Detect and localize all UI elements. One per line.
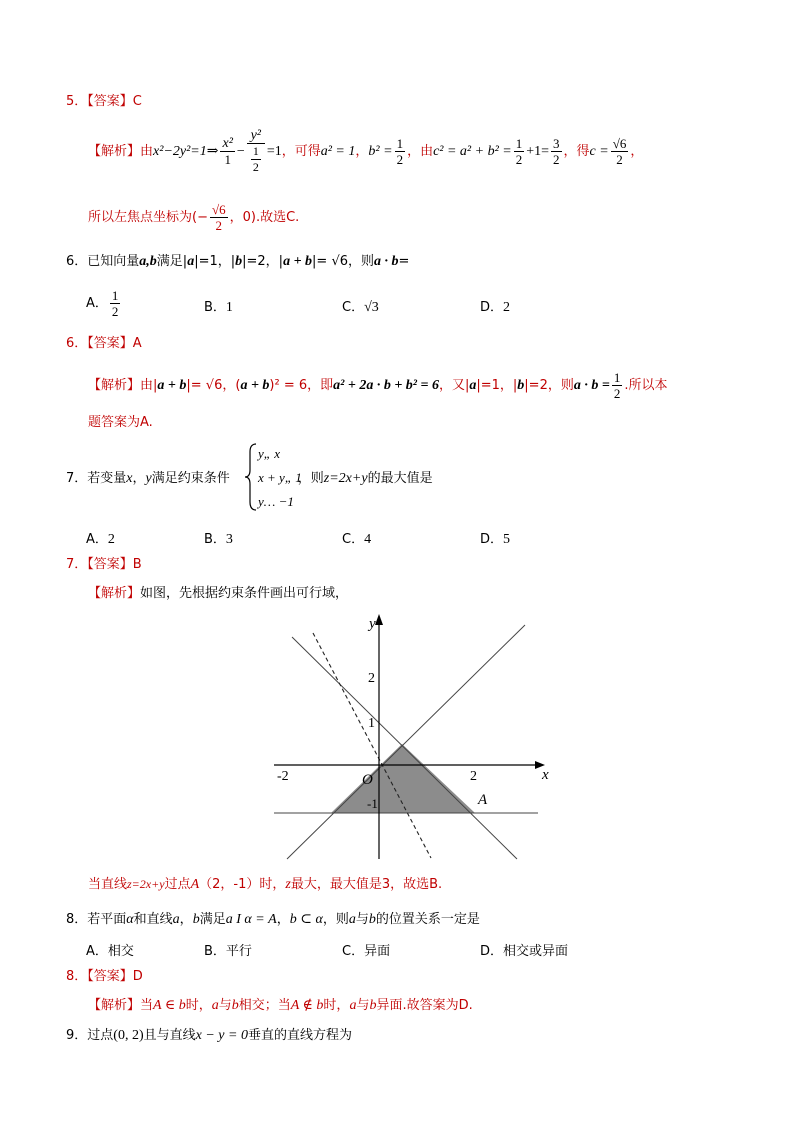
q6-explanation: [88, 366, 667, 406]
q6-a: a: [187, 254, 195, 269]
option-value: 2: [503, 300, 511, 315]
option-label: D．: [480, 944, 504, 959]
q5-b2: b² =: [368, 144, 393, 159]
q8-exp-text: 与: [356, 998, 370, 1013]
q8-text: ，: [276, 912, 290, 927]
q5-frac-den: [247, 144, 265, 175]
q5-nested-den: 2: [252, 160, 259, 174]
option-label: C．: [342, 300, 365, 315]
q8-answer: [66, 968, 143, 986]
q7-option-a: [86, 528, 115, 548]
q7-exp2-text: 过点: [164, 877, 191, 892]
q6-exp-frac: [612, 370, 623, 401]
q7-text: ，则: [297, 471, 324, 486]
q8-a: a: [172, 912, 180, 927]
q5-fraction-y2: [247, 128, 265, 175]
q7-text: ，: [132, 471, 146, 486]
q7-answer-value: B: [132, 557, 142, 572]
q6-text: |=1，|: [194, 254, 236, 269]
q7-exp2-text: 最大，最大值是3，故选B.: [290, 877, 443, 892]
q7-explanation-line2: [88, 875, 442, 894]
q8-number: 8．: [66, 912, 88, 927]
option-label: A．: [86, 944, 108, 959]
q6-exp-text: )² = 6，即: [269, 378, 334, 393]
q6-text: 满足|: [156, 254, 188, 269]
q6-option-a: [86, 288, 122, 319]
q8-cond2: b ⊂ α: [289, 912, 323, 927]
option-label: A．: [86, 532, 108, 547]
q6-option-b: [204, 296, 233, 316]
q5-text: ，可得: [281, 144, 321, 159]
q6-exp-apb: a + b: [157, 378, 187, 393]
tick-label-x-neg2: -2: [277, 769, 289, 784]
q5-plus: +1=: [526, 144, 550, 159]
option-frac: [110, 288, 121, 319]
q6-number: 6．: [66, 254, 88, 269]
q5-exp2-text: 所以左焦点坐标为(−: [88, 210, 208, 225]
q7-number: 7．: [66, 471, 88, 486]
q6-question: [66, 253, 409, 271]
option-value: √3: [364, 300, 379, 315]
q5-a2: a² = 1: [320, 144, 356, 159]
q5-frac-num: 3: [553, 136, 560, 151]
q8-text: 的位置关系一定是: [375, 912, 480, 927]
q8-exp-a: a: [211, 998, 219, 1013]
option-value: 4: [364, 532, 372, 547]
feasible-region-graph: [262, 610, 562, 865]
q8-option-c: [342, 940, 390, 959]
q6-apb: a + b: [283, 254, 313, 269]
q6-frac-den: 2: [613, 386, 621, 401]
q8-text: ，: [179, 912, 193, 927]
q8-explanation-tag: 【解析】: [88, 998, 141, 1013]
q8-question: [66, 911, 480, 929]
q7-text: 若变量: [87, 471, 127, 486]
q5-frac-num: √6: [211, 202, 226, 217]
q7-answer-number: 7．: [66, 557, 88, 572]
option-frac-num: 1: [111, 288, 119, 303]
option-value: 平行: [225, 944, 252, 959]
q8-b2: b: [368, 912, 376, 927]
q7-exp2-zz: z: [285, 877, 291, 892]
q5-c: c =: [589, 144, 609, 159]
q6-exp-apb2: a + b: [240, 378, 270, 393]
feasible-region: [331, 744, 475, 813]
q5-c2: c² = a² + b² =: [433, 144, 512, 159]
q5-equation: x²−2y²=1⇒: [153, 144, 219, 159]
q5-sep: ，: [355, 144, 369, 159]
q8-exp-text: 异面.故答案为D.: [376, 998, 473, 1013]
q7-option-b: [204, 528, 233, 548]
q7-explanation-text: 如图，先根据约束条件画出可行域，: [140, 586, 349, 601]
option-label: B．: [204, 532, 226, 547]
q6-exp-text: ，又|: [438, 378, 470, 393]
q5-c-frac: [611, 136, 629, 167]
q9-number: 9．: [66, 1028, 88, 1043]
q8-exp-c1: A ∈ b: [153, 998, 186, 1013]
q6-exp-a: a: [469, 378, 477, 393]
option-label: A．: [86, 296, 108, 311]
q7-answer-tag: 【答案】: [87, 557, 133, 572]
q5-eq-end: =1: [266, 144, 282, 159]
option-label: B．: [204, 944, 226, 959]
q8-exp-b2: b: [369, 998, 377, 1013]
q8-text: 满足: [199, 912, 226, 927]
q5-nested-num: 1: [252, 144, 259, 158]
q5-frac-num: x²: [222, 136, 233, 151]
option-label: B．: [204, 300, 226, 315]
q5-frac-den: 2: [553, 152, 560, 167]
q5-exp2-frac: [210, 202, 228, 233]
q7-x: x: [126, 471, 133, 486]
tick-label-y-2: 2: [368, 671, 375, 686]
q5-answer-tag: 【答案】: [87, 94, 133, 109]
q8-text: ，则: [322, 912, 349, 927]
tick-label-x-2: 2: [470, 769, 477, 784]
x-axis-label: x: [542, 767, 549, 783]
q8-cond1: a I α = A: [225, 912, 277, 927]
q7-option-c: [342, 528, 371, 548]
q8-b: b: [192, 912, 200, 927]
q9-text: 垂直的直线方程为: [247, 1028, 352, 1043]
q5-explanation-tag: 【解析】: [88, 144, 141, 159]
q6-option-c: [342, 296, 379, 316]
q5-explanation: [88, 127, 643, 177]
q5-frac-den: 1: [224, 152, 231, 167]
q6-exp-adb: a · b =: [573, 378, 610, 393]
q8-text: 若平面: [87, 912, 127, 927]
q7-constraint-3: y… −1: [258, 494, 294, 509]
q9-text: 且与直线: [143, 1028, 196, 1043]
q8-exp-b: b: [231, 998, 239, 1013]
q6-exp-text: |=2，则: [524, 378, 574, 393]
q5-c2-frac1: [514, 136, 525, 167]
q8-option-a: [86, 940, 134, 959]
q5-minus: −: [236, 144, 245, 159]
q8-text: 与: [355, 912, 369, 927]
q5-frac-num: 1: [515, 136, 523, 151]
q6-text: |=2，|: [242, 254, 284, 269]
q7-exp2-text: 当直线: [88, 877, 128, 892]
q9-question: [66, 1027, 352, 1045]
line-y-eq-x: [287, 625, 525, 859]
q8-exp-text: 相交；当: [238, 998, 291, 1013]
q5-frac-num: 1: [396, 136, 404, 151]
q7-exp2-z: z=2x+y: [127, 877, 165, 891]
q6-answer-value: A: [132, 336, 142, 351]
option-value: 相交: [107, 944, 134, 959]
origin-label: O: [362, 772, 373, 788]
tick-label-y-neg1: -1: [367, 796, 378, 811]
q5-b2-frac: [395, 136, 406, 167]
q9-point: (0, 2): [113, 1028, 144, 1043]
tick-label-y-1: 1: [368, 716, 375, 731]
q5-frac-den: 2: [215, 218, 223, 233]
q7-exp2-text: （2，-1）时，: [199, 877, 286, 892]
q7-brace: [244, 442, 258, 512]
objective-dashed-line: [313, 633, 431, 858]
option-frac-den: 2: [111, 304, 119, 319]
q5-text: ，得: [563, 144, 590, 159]
q6-b: b: [235, 254, 243, 269]
q6-answer-number: 6．: [66, 336, 88, 351]
q6-exp-b: b: [517, 378, 525, 393]
q5-frac-den: 2: [616, 152, 623, 167]
q8-answer-value: D: [132, 969, 143, 984]
q5-frac-num: √6: [612, 136, 627, 151]
q5-answer: [66, 93, 142, 111]
q5-answer-number: 5．: [66, 94, 88, 109]
q6-frac-num: 1: [613, 370, 621, 385]
q8-exp-text: 当: [140, 998, 154, 1013]
q8-text: 和直线: [133, 912, 173, 927]
q8-exp-text: 与: [218, 998, 232, 1013]
option-label: C．: [342, 532, 365, 547]
q8-option-b: [204, 940, 252, 959]
q6-explanation-tag: 【解析】: [88, 378, 141, 393]
option-value: 异面: [364, 944, 391, 959]
q7-z: z=2x+y: [323, 471, 368, 486]
q7-text: 满足约束条件: [151, 471, 230, 486]
q5-answer-value: C: [132, 94, 142, 109]
q7-option-d: [480, 528, 510, 548]
q6-exp-expand: a² + 2a · b + b² = 6: [333, 378, 439, 393]
q6-text: 已知向量: [87, 254, 140, 269]
q7-constraint-2: x + y„ 1: [258, 470, 302, 485]
q8-alpha: α: [126, 912, 134, 927]
q5-text: 由: [140, 144, 154, 159]
q6-exp-text: |=1，|: [476, 378, 518, 393]
q8-a2: a: [348, 912, 356, 927]
q5-comma: ，: [630, 144, 644, 159]
q8-answer-number: 8．: [66, 969, 88, 984]
q6-answer-tag: 【答案】: [87, 336, 133, 351]
q5-frac-num: y²: [247, 128, 265, 144]
q5-explanation-line2: [88, 195, 299, 241]
q6-exp-text: .所以本: [624, 378, 668, 393]
point-a-label: A: [478, 792, 488, 808]
q7-text: 的最大值是: [367, 471, 433, 486]
option-value: 2: [107, 532, 115, 547]
q6-text: =: [398, 254, 410, 269]
q6-explanation-line2: [88, 414, 153, 432]
q8-exp-a2: a: [349, 998, 357, 1013]
option-label: D．: [480, 300, 504, 315]
q6-vectors: a,b: [139, 254, 157, 269]
option-value: 相交或异面: [503, 944, 569, 959]
q7-explanation-tag: 【解析】: [88, 586, 141, 601]
q7-exp2-a: A: [190, 877, 200, 892]
q8-exp-text: 时，: [323, 998, 350, 1013]
q6-adb: a · b: [374, 254, 399, 269]
y-axis-arrow: [375, 614, 383, 625]
q6-answer: [66, 335, 142, 353]
q6-exp-text: |= √6，(: [186, 378, 241, 393]
q8-exp-text: 时，: [185, 998, 212, 1013]
q7-explanation: [88, 585, 348, 603]
line-x-plus-y-eq-1: [292, 637, 517, 859]
q6-option-d: [480, 296, 510, 316]
q7-constraint-1: y„ x: [258, 446, 281, 461]
option-label: D．: [480, 532, 504, 547]
q9-line: x − y = 0: [195, 1028, 248, 1043]
q5-exp2-text2: ，0).故选C.: [229, 210, 300, 225]
q6-text: |= √6，则: [312, 254, 375, 269]
option-value: 3: [225, 532, 233, 547]
q6-exp-text: 由|: [140, 378, 158, 393]
option-value: 1: [225, 300, 233, 315]
q9-text: 过点: [87, 1028, 114, 1043]
q8-option-d: [480, 940, 568, 959]
q8-explanation: [88, 997, 473, 1015]
q7-y: y: [145, 471, 152, 486]
q6-exp2-text: 题答案为A.: [88, 415, 153, 430]
y-axis-label: y: [369, 616, 376, 632]
q8-answer-tag: 【答案】: [87, 969, 133, 984]
option-value: 5: [503, 532, 511, 547]
q5-text: ，由: [407, 144, 434, 159]
q5-c2-frac2: [551, 136, 562, 167]
q5-frac-den: 2: [396, 152, 404, 167]
option-label: C．: [342, 944, 365, 959]
q5-fraction-x2: [220, 136, 234, 167]
q7-answer: [66, 556, 142, 574]
q8-exp-c2: A ∉ b: [290, 998, 324, 1013]
q5-frac-den: 2: [515, 152, 523, 167]
